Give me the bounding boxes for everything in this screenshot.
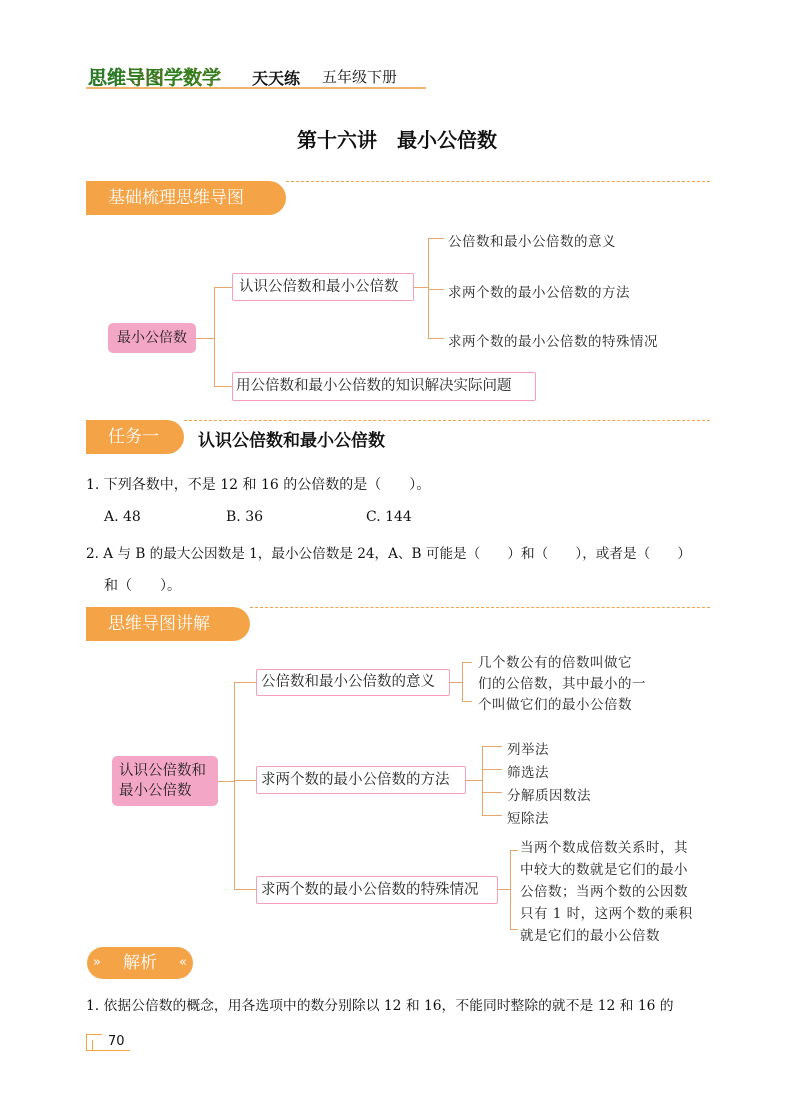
connector — [218, 781, 234, 782]
lecture-title: 第十六讲 最小公倍数 — [297, 128, 497, 152]
connector — [428, 338, 444, 339]
method-short-division: 短除法 — [507, 811, 549, 827]
mindmap2-note-special — [520, 837, 693, 947]
mindmap1-leaf: 公倍数和最小公倍数的意义 — [448, 234, 616, 250]
mindmap2-root-line: 认识公倍数和 — [119, 763, 206, 779]
header-grade: 五年级下册 — [322, 68, 398, 86]
connector — [428, 238, 429, 338]
connector — [214, 287, 215, 387]
mindmap1-root: 最小公倍数 — [108, 323, 196, 353]
header-daily: 天天练 — [252, 69, 301, 88]
section-tab-basic: 基础梳理思维导图 — [86, 181, 286, 215]
mindmap2-branch-special: 求两个数的最小公倍数的特殊情况 — [256, 876, 498, 904]
mindmap1-branch-apply: 用公倍数和最小公倍数的知识解决实际问题 — [232, 372, 536, 401]
question-1-option-b: B. 36 — [226, 509, 264, 525]
connector — [214, 287, 232, 288]
mindmap1-branch-recognize: 认识公倍数和最小公倍数 — [232, 273, 414, 301]
series-part-4: 数学 — [183, 67, 222, 89]
connector — [498, 889, 510, 890]
analysis-text: 1. 依据公倍数的概念，用各选项中的数分别除以 12 和 16，不能同时整除的就不是 12 和 16 的 — [86, 998, 674, 1014]
connector — [214, 386, 232, 387]
analysis-label — [87, 947, 193, 979]
connector — [234, 889, 256, 890]
connector — [482, 746, 483, 816]
connector — [196, 338, 214, 339]
question-1-option-a: A. 48 — [104, 509, 141, 525]
connector — [428, 289, 444, 290]
series-part-2: 导图 — [126, 67, 165, 89]
mindmap2-branch-method: 求两个数的最小公倍数的方法 — [256, 766, 466, 794]
note-line: 当两个数成倍数关系时，其 — [520, 840, 688, 856]
task-title: 认识公倍数和最小公倍数 — [198, 431, 385, 451]
double-chevron-right-icon: » — [93, 955, 101, 970]
connector — [482, 792, 502, 793]
connector — [462, 662, 472, 663]
analysis-label-text: 解析 — [123, 953, 157, 973]
section-tab-task: 任务一 — [86, 420, 184, 454]
connector — [510, 850, 518, 851]
header-rule — [86, 87, 426, 89]
note-line: 们的公倍数，其中最小的一 — [478, 676, 646, 692]
connector — [482, 769, 502, 770]
method-listing: 列举法 — [507, 742, 549, 758]
question-1: 1. 下列各数中，不是 12 和 16 的公倍数的是（ ）。 — [86, 477, 431, 493]
series-part-1: 思维 — [88, 67, 127, 89]
note-line: 只有 1 时，这两个数的乘积 — [520, 906, 693, 922]
connector — [234, 682, 256, 683]
connector — [462, 662, 463, 702]
question-2-line-2: 和（ ）。 — [104, 578, 181, 594]
page-number: 70 — [108, 1034, 125, 1049]
series-part-3: 学 — [164, 67, 184, 89]
mindmap2-root — [112, 756, 218, 806]
section-divider — [250, 607, 710, 608]
question-2-line-1: 2. A 与 B 的最大公因数是 1，最小公倍数是 24，A、B 可能是（ ）和（ ），或者是（ ） — [86, 546, 691, 562]
connector — [510, 929, 518, 930]
page-corner-mark — [92, 1040, 102, 1050]
connector — [482, 815, 502, 816]
section-divider — [184, 420, 710, 421]
mindmap2-root-line: 最小公倍数 — [119, 783, 192, 799]
mindmap2-branch-meaning: 公倍数和最小公倍数的意义 — [256, 669, 450, 696]
note-line: 中较大的数就是它们的最小 — [520, 862, 688, 878]
connector — [466, 780, 482, 781]
connector — [462, 701, 472, 702]
connector — [234, 682, 235, 890]
mindmap1-leaf: 求两个数的最小公倍数的方法 — [448, 285, 630, 301]
note-line: 个叫做它们的最小公倍数 — [478, 697, 632, 713]
connector — [234, 780, 256, 781]
section-divider — [286, 181, 710, 182]
note-line: 公倍数；当两个数的公因数 — [520, 884, 688, 900]
question-1-option-c: C. 144 — [366, 509, 412, 525]
connector — [428, 238, 444, 239]
section-tab-explain: 思维导图讲解 — [86, 607, 250, 641]
series-logo — [88, 63, 221, 90]
method-prime-factor: 分解质因数法 — [507, 788, 591, 804]
mindmap2-note-meaning — [478, 653, 646, 716]
note-line: 就是它们的最小公倍数 — [520, 928, 660, 944]
connector — [450, 682, 462, 683]
page-number-rule — [86, 1050, 130, 1051]
connector — [414, 287, 428, 288]
method-sieve: 筛选法 — [507, 765, 549, 781]
connector — [510, 850, 511, 930]
note-line: 几个数公有的倍数叫做它 — [478, 655, 632, 671]
double-chevron-left-icon: « — [179, 955, 187, 970]
connector — [482, 746, 502, 747]
mindmap1-leaf: 求两个数的最小公倍数的特殊情况 — [448, 334, 658, 350]
